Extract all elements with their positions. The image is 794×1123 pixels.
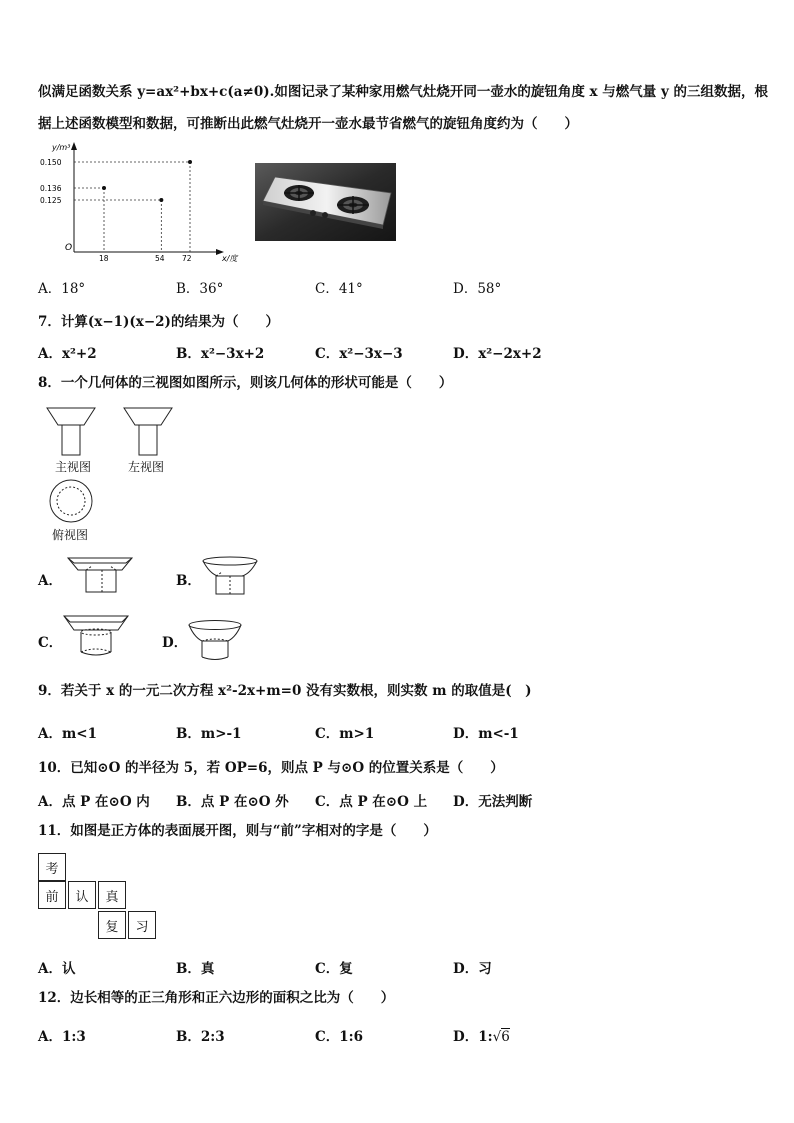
net-cell-qian: 前	[38, 881, 66, 909]
q12-option-d-prefix: D．1:	[453, 1029, 493, 1045]
q9-option-b[interactable]: B．m>-1	[176, 726, 242, 742]
q6-stem-line2: 据上述函数模型和数据，可推断出此燃气灶烧开一壶水最节省燃气的旋钮角度约为（ ）	[38, 116, 578, 132]
q9-option-d[interactable]: D．m<-1	[453, 726, 519, 742]
q7-stem: 7．计算(x−1)(x−2)的结果为（ ）	[38, 314, 279, 330]
q9-stem: 9．若关于 x 的一元二次方程 x²-2x+m=0 没有实数根，则实数 m 的取值是( )	[38, 683, 532, 699]
graph-xlabel: x/度	[222, 254, 238, 263]
q12-option-b[interactable]: B．2:3	[176, 1029, 225, 1045]
q11-option-a[interactable]: A．认	[38, 961, 76, 977]
q12-option-d-radicand: 6	[501, 1029, 510, 1045]
left-view-label: 左视图	[128, 460, 165, 474]
top-view-figure	[48, 478, 94, 524]
burner-left	[284, 185, 314, 201]
q10-option-d[interactable]: D．无法判断	[453, 794, 533, 810]
q6-graph	[38, 140, 258, 265]
q7-option-a[interactable]: A．x²+2	[38, 346, 97, 362]
front-view-label: 主视图	[55, 460, 92, 474]
q8-option-a[interactable]: A．	[38, 573, 62, 589]
graph-origin: O	[65, 243, 73, 253]
q11-option-d[interactable]: D．习	[453, 961, 492, 977]
q8-option-c-figure[interactable]	[62, 614, 132, 658]
q8-option-d-figure[interactable]	[186, 619, 244, 663]
q8-option-b[interactable]: B．	[176, 573, 201, 589]
net-cell-ren: 认	[68, 881, 96, 909]
q8-option-b-figure[interactable]	[200, 556, 260, 598]
q11-option-c[interactable]: C．复	[315, 961, 353, 977]
q12-option-a[interactable]: A．1:3	[38, 1029, 86, 1045]
q8-option-c[interactable]: C．	[38, 635, 63, 651]
q11-stem: 11．如图是正方体的表面展开图，则与“前”字相对的字是（ ）	[38, 823, 437, 839]
q6-option-c[interactable]: C．41°	[315, 281, 363, 297]
q9-option-a[interactable]: A．m<1	[38, 726, 97, 742]
ytick-0125: 0.125	[40, 196, 62, 205]
q6-option-a[interactable]: A．18°	[38, 281, 86, 297]
q8-option-d[interactable]: D．	[162, 635, 188, 651]
cube-net	[38, 853, 158, 943]
q7-option-d[interactable]: D．x²−2x+2	[453, 346, 542, 362]
net-cell-xi: 习	[128, 911, 156, 939]
q10-option-b[interactable]: B．点 P 在⊙O 外	[176, 794, 289, 810]
xtick-18: 18	[99, 254, 109, 263]
gas-stove-photo	[255, 163, 396, 241]
top-view-label: 俯视图	[52, 528, 89, 542]
sqrt-sign: √	[492, 1029, 502, 1045]
q6-option-d[interactable]: D．58°	[453, 281, 502, 297]
q9-option-c[interactable]: C．m>1	[315, 726, 375, 742]
ytick-0136: 0.136	[40, 184, 62, 193]
q10-option-a[interactable]: A．点 P 在⊙O 内	[38, 794, 150, 810]
q12-option-d[interactable]	[453, 1025, 510, 1045]
left-view-figure	[123, 407, 175, 457]
data-point	[188, 160, 192, 164]
xtick-72: 72	[182, 254, 192, 263]
net-cell-zhen: 真	[98, 881, 126, 909]
q8-stem: 8．一个几何体的三视图如图所示，则该几何体的形状可能是（ ）	[38, 375, 453, 391]
q10-option-c[interactable]: C．点 P 在⊙O 上	[315, 794, 428, 810]
data-point	[159, 198, 163, 202]
ytick-0150: 0.150	[40, 158, 62, 167]
net-cell-fu: 复	[98, 911, 126, 939]
q8-option-a-figure[interactable]	[66, 556, 136, 596]
front-view-figure	[46, 407, 98, 457]
knob-right	[322, 212, 328, 218]
y-axis-arrow	[71, 142, 77, 150]
data-point	[102, 186, 106, 190]
q12-option-c[interactable]: C．1:6	[315, 1029, 364, 1045]
net-cell-kao: 考	[38, 853, 66, 881]
q6-option-b[interactable]: B．36°	[176, 281, 224, 297]
graph-ylabel: y/m³	[52, 143, 71, 152]
q10-stem: 10．已知⊙O 的半径为 5，若 OP=6，则点 P 与⊙O 的位置关系是（ ）	[38, 760, 504, 776]
q11-option-b[interactable]: B．真	[176, 961, 215, 977]
q7-option-c[interactable]: C．x²−3x−3	[315, 346, 403, 362]
xtick-54: 54	[155, 254, 165, 263]
q6-stem-line1: 似满足函数关系 y=ax²+bx+c(a≠0).如图记录了某种家用燃气灶烧开同一壶水的旋钮角度 x 与燃气量 y 的三组数据，根	[38, 84, 769, 100]
q7-option-b[interactable]: B．x²−3x+2	[176, 346, 265, 362]
knob-left	[310, 210, 316, 216]
q12-stem: 12．边长相等的正三角形和正六边形的面积之比为（ ）	[38, 990, 395, 1006]
